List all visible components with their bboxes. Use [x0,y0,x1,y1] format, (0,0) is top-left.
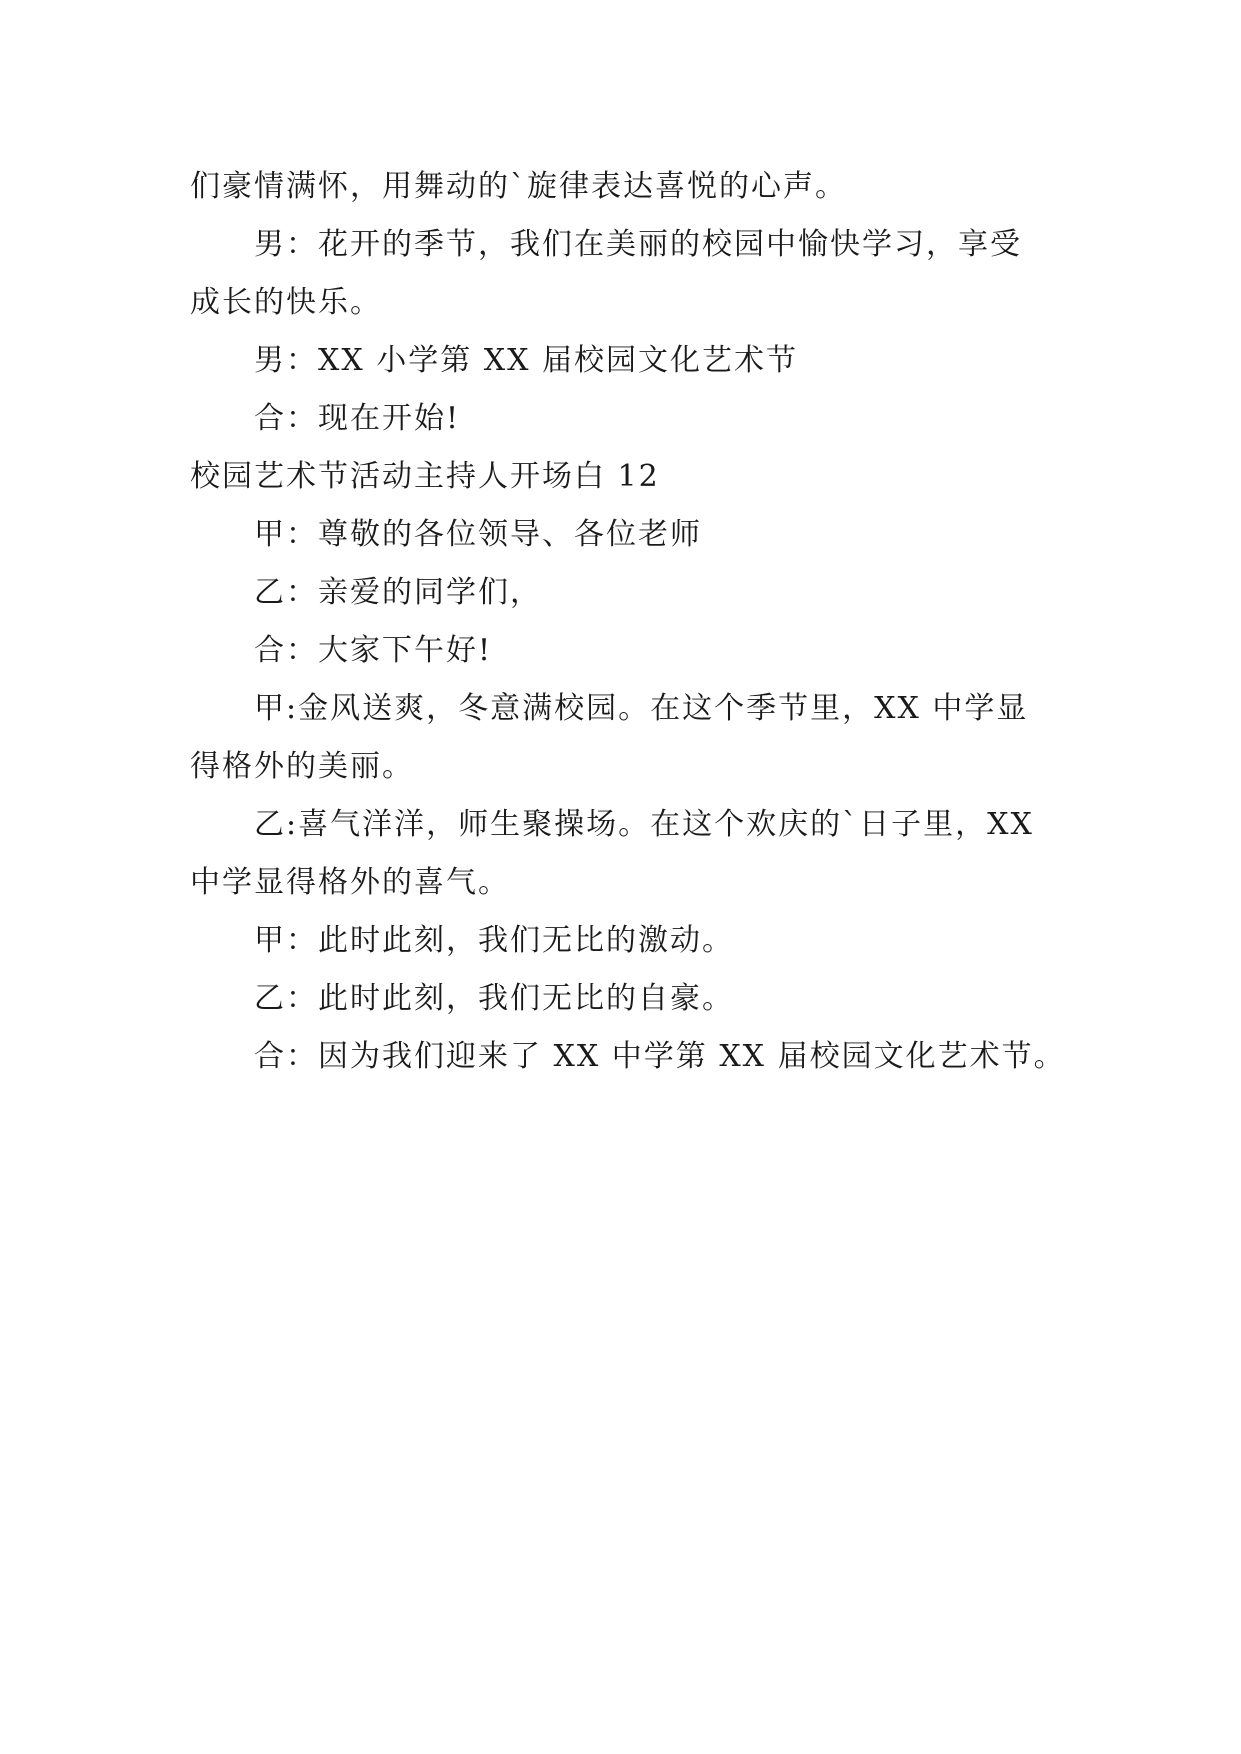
text-line: 甲：尊敬的各位领导、各位老师 [254,517,702,552]
text-line: 乙：亲爱的同学们， [254,575,542,610]
text-line: 中学显得格外的喜气。 [190,865,510,900]
document-body [190,158,1090,1086]
text-line: 成长的快乐。 [190,285,382,320]
text-line: 甲:金风送爽，冬意满校园。在这个季节里，XX 中学显 [254,691,1029,726]
text-line: 合：大家下午好! [254,633,493,668]
text-line: 乙:喜气洋洋，师生聚操场。在这个欢庆的`日子里，XX [254,807,1034,842]
text-line: 乙：此时此刻，我们无比的自豪。 [254,981,734,1016]
text-line: 合：现在开始! [254,401,461,436]
text-line: 们豪情满怀，用舞动的`旋律表达喜悦的心声。 [190,169,847,204]
text-line: 男：花开的季节，我们在美丽的校园中愉快学习，享受 [254,227,1022,262]
text-line: 合：因为我们迎来了 XX 中学第 XX 届校园文化艺术节。 [254,1039,1066,1074]
text-line: 男：XX 小学第 XX 届校园文化艺术节 [254,343,799,378]
section-heading: 校园艺术节活动主持人开场白 12 [190,459,660,494]
text-line: 得格外的美丽。 [190,749,414,784]
text-line: 甲：此时此刻，我们无比的激动。 [254,923,734,958]
